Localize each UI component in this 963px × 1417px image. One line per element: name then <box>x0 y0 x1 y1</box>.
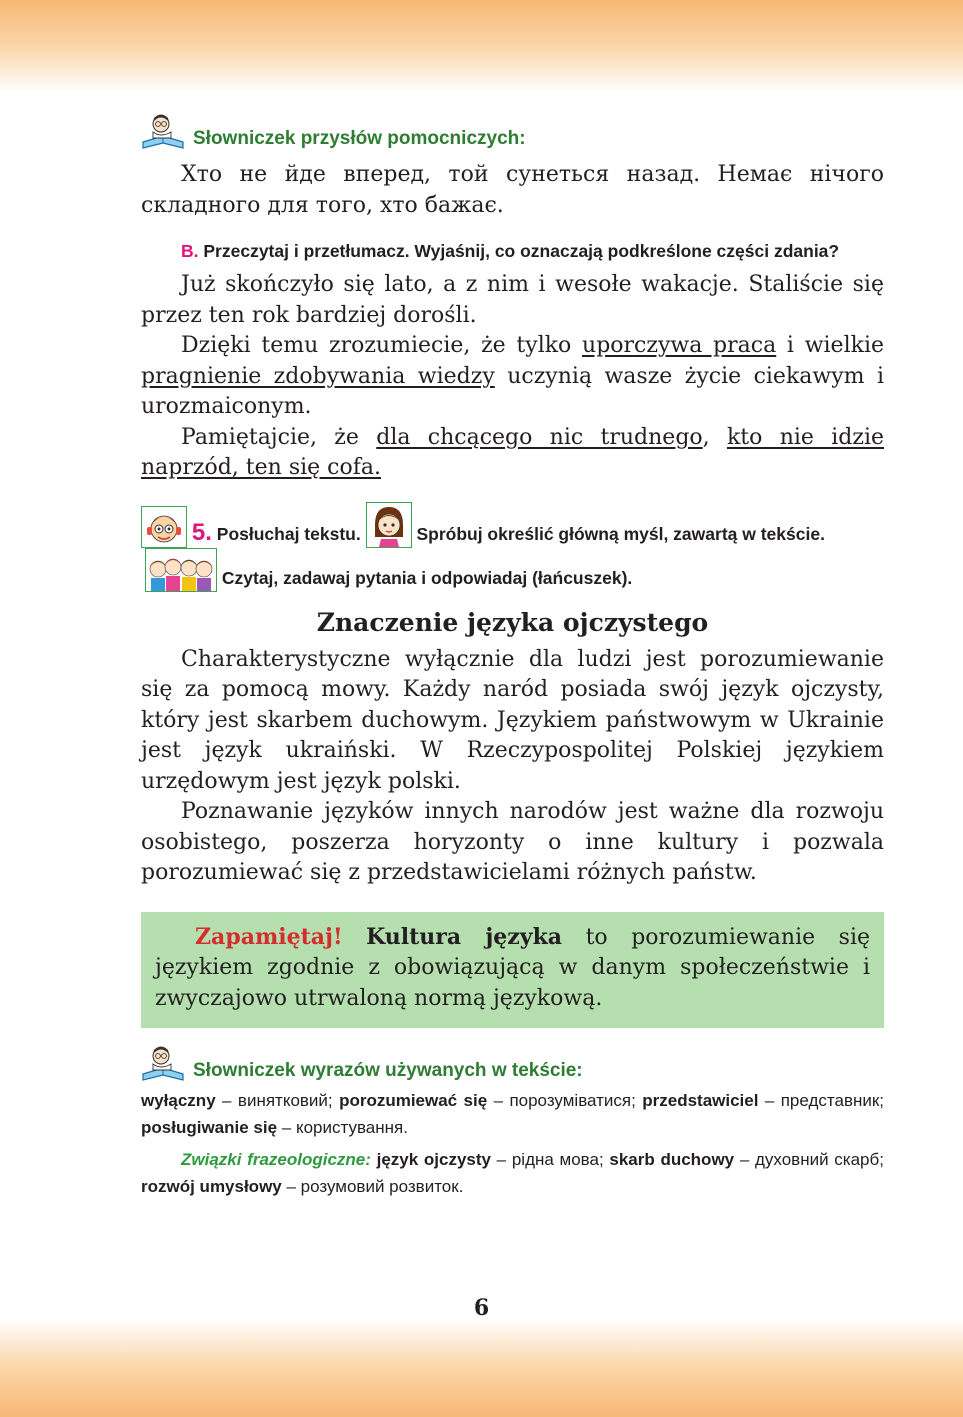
dict-word: przedstawiciel <box>642 1091 759 1110</box>
remember-box <box>141 912 884 1029</box>
underlined-phrase-2: pragnienie zdobywania wiedzy <box>141 363 495 389</box>
reading-p2-text-a: Dzięki temu zrozumiecie, że tylko <box>181 333 583 358</box>
phrase-word: język ojczysty <box>376 1150 491 1169</box>
remember-label: Zapamiętaj! <box>195 923 343 950</box>
reader-with-book-icon <box>141 112 185 150</box>
remember-text <box>155 922 870 1015</box>
task-5-part-1: Posłuchaj tekstu. <box>216 523 361 544</box>
dict-translation: – представник; <box>758 1091 885 1110</box>
word-dict-heading: Słowniczek wyrazów używanych w tekście: <box>193 1060 583 1081</box>
text-title: Znaczenie języka ojczystego <box>316 607 709 637</box>
underlined-phrase-3: dla chcącego nic trudnego <box>376 424 703 450</box>
listening-boy-icon <box>141 506 187 548</box>
proverb-dict-heading: Słowniczek przysłów pomocniczych: <box>193 128 526 149</box>
main-paragraph-1: Charakterystyczne wyłącznie dla ludzi jest porozumiewanie się za pomocą mowy. Każdy naród posiada swój język ojczysty, który jest skarbem duchowym. Językiem państwowym w Ukrainie jest język ukraiński. W Rzeczypospolitej Polskiej językiem urzędowym jest język polski. <box>141 646 884 794</box>
task-5 <box>141 502 884 592</box>
phrase-word: rozwój umysłowy <box>141 1176 282 1196</box>
main-paragraph-2: Poznawanie języków innych narodów jest ważne dla rozwoju osobistego, poszerza horyzonty o inne kultury i pozwala porozumiewać się z przedstawicielami różnych państw. <box>141 799 884 885</box>
reading-paragraph-2 <box>141 331 884 423</box>
underlined-phrase-4: kto nie idzie naprzód, ten się cofa. <box>141 424 884 480</box>
remember-definition: to porozumiewanie się językiem zgodnie z obowiązującą w danym społeczeństwie i zwyczajowo utrwaloną normą językową. <box>155 924 871 1011</box>
phrase-translation: – розумовий розвиток. <box>281 1176 464 1196</box>
children-group-icon <box>145 548 217 592</box>
page-bottom-band <box>0 1318 963 1417</box>
task-b <box>141 239 884 264</box>
task-b-instruction: Przeczytaj i przetłumacz. Wyjaśnij, co oznaczają podkreślone części zdania? <box>203 241 840 261</box>
phrase-translation: – рідна мова; <box>490 1150 610 1169</box>
proverb-dict-text: Хто не йде вперед, той сунеться назад. Немає нічого складного для того, хто бажає. <box>141 162 884 218</box>
dict-word: posługiwanie się <box>141 1117 278 1137</box>
dict-translation: – користування. <box>277 1117 408 1137</box>
proverb-dict-header <box>141 112 884 150</box>
dict-word: wyłączny <box>141 1091 216 1110</box>
reading-paragraph-1: Już skończyło się lato, a z nim i wesołe wakacje. Staliście się przez ten rok bardziej dorośli. <box>141 272 884 328</box>
task-b-letter: B. <box>181 241 199 261</box>
phrases-label: Związki frazeologiczne: <box>181 1150 371 1169</box>
reading-p3-text-a: Pamiętajcie, że <box>181 424 377 450</box>
word-dict-entries <box>141 1088 884 1141</box>
thinking-girl-icon <box>366 502 412 548</box>
reading-p2-text-c: uczynią wasze życie ciekawym i urozmaiconym. <box>141 363 884 419</box>
underlined-phrase-1: uporczywa praca <box>582 333 777 358</box>
dict-word: porozumiewać się <box>339 1091 488 1110</box>
phrase-word: skarb duchowy <box>609 1150 735 1169</box>
page-top-band <box>0 0 963 92</box>
dict-translation: – винятковий; <box>215 1091 340 1110</box>
dict-translation: – порозумiватися; <box>487 1091 643 1110</box>
remember-term: Kultura języka <box>366 923 563 950</box>
task-5-number: 5. <box>191 518 212 546</box>
phrases-entries <box>141 1147 884 1200</box>
reading-paragraph-3 <box>141 423 884 484</box>
page-content <box>141 112 884 1200</box>
reader-with-book-icon <box>141 1044 185 1082</box>
reading-p3-text-b: , <box>702 424 727 450</box>
task-5-part-3: Czytaj, zadawaj pytania i odpowiadaj (łańcuszek). <box>221 567 633 588</box>
phrase-translation: – духовний скарб; <box>734 1150 884 1169</box>
task-5-part-2: Spróbuj określić główną myśl, zawartą w tekście. <box>416 523 825 544</box>
page-number: 6 <box>473 1295 490 1321</box>
reading-p2-text-b: i wielkie <box>776 333 884 358</box>
word-dict-header <box>141 1044 884 1082</box>
